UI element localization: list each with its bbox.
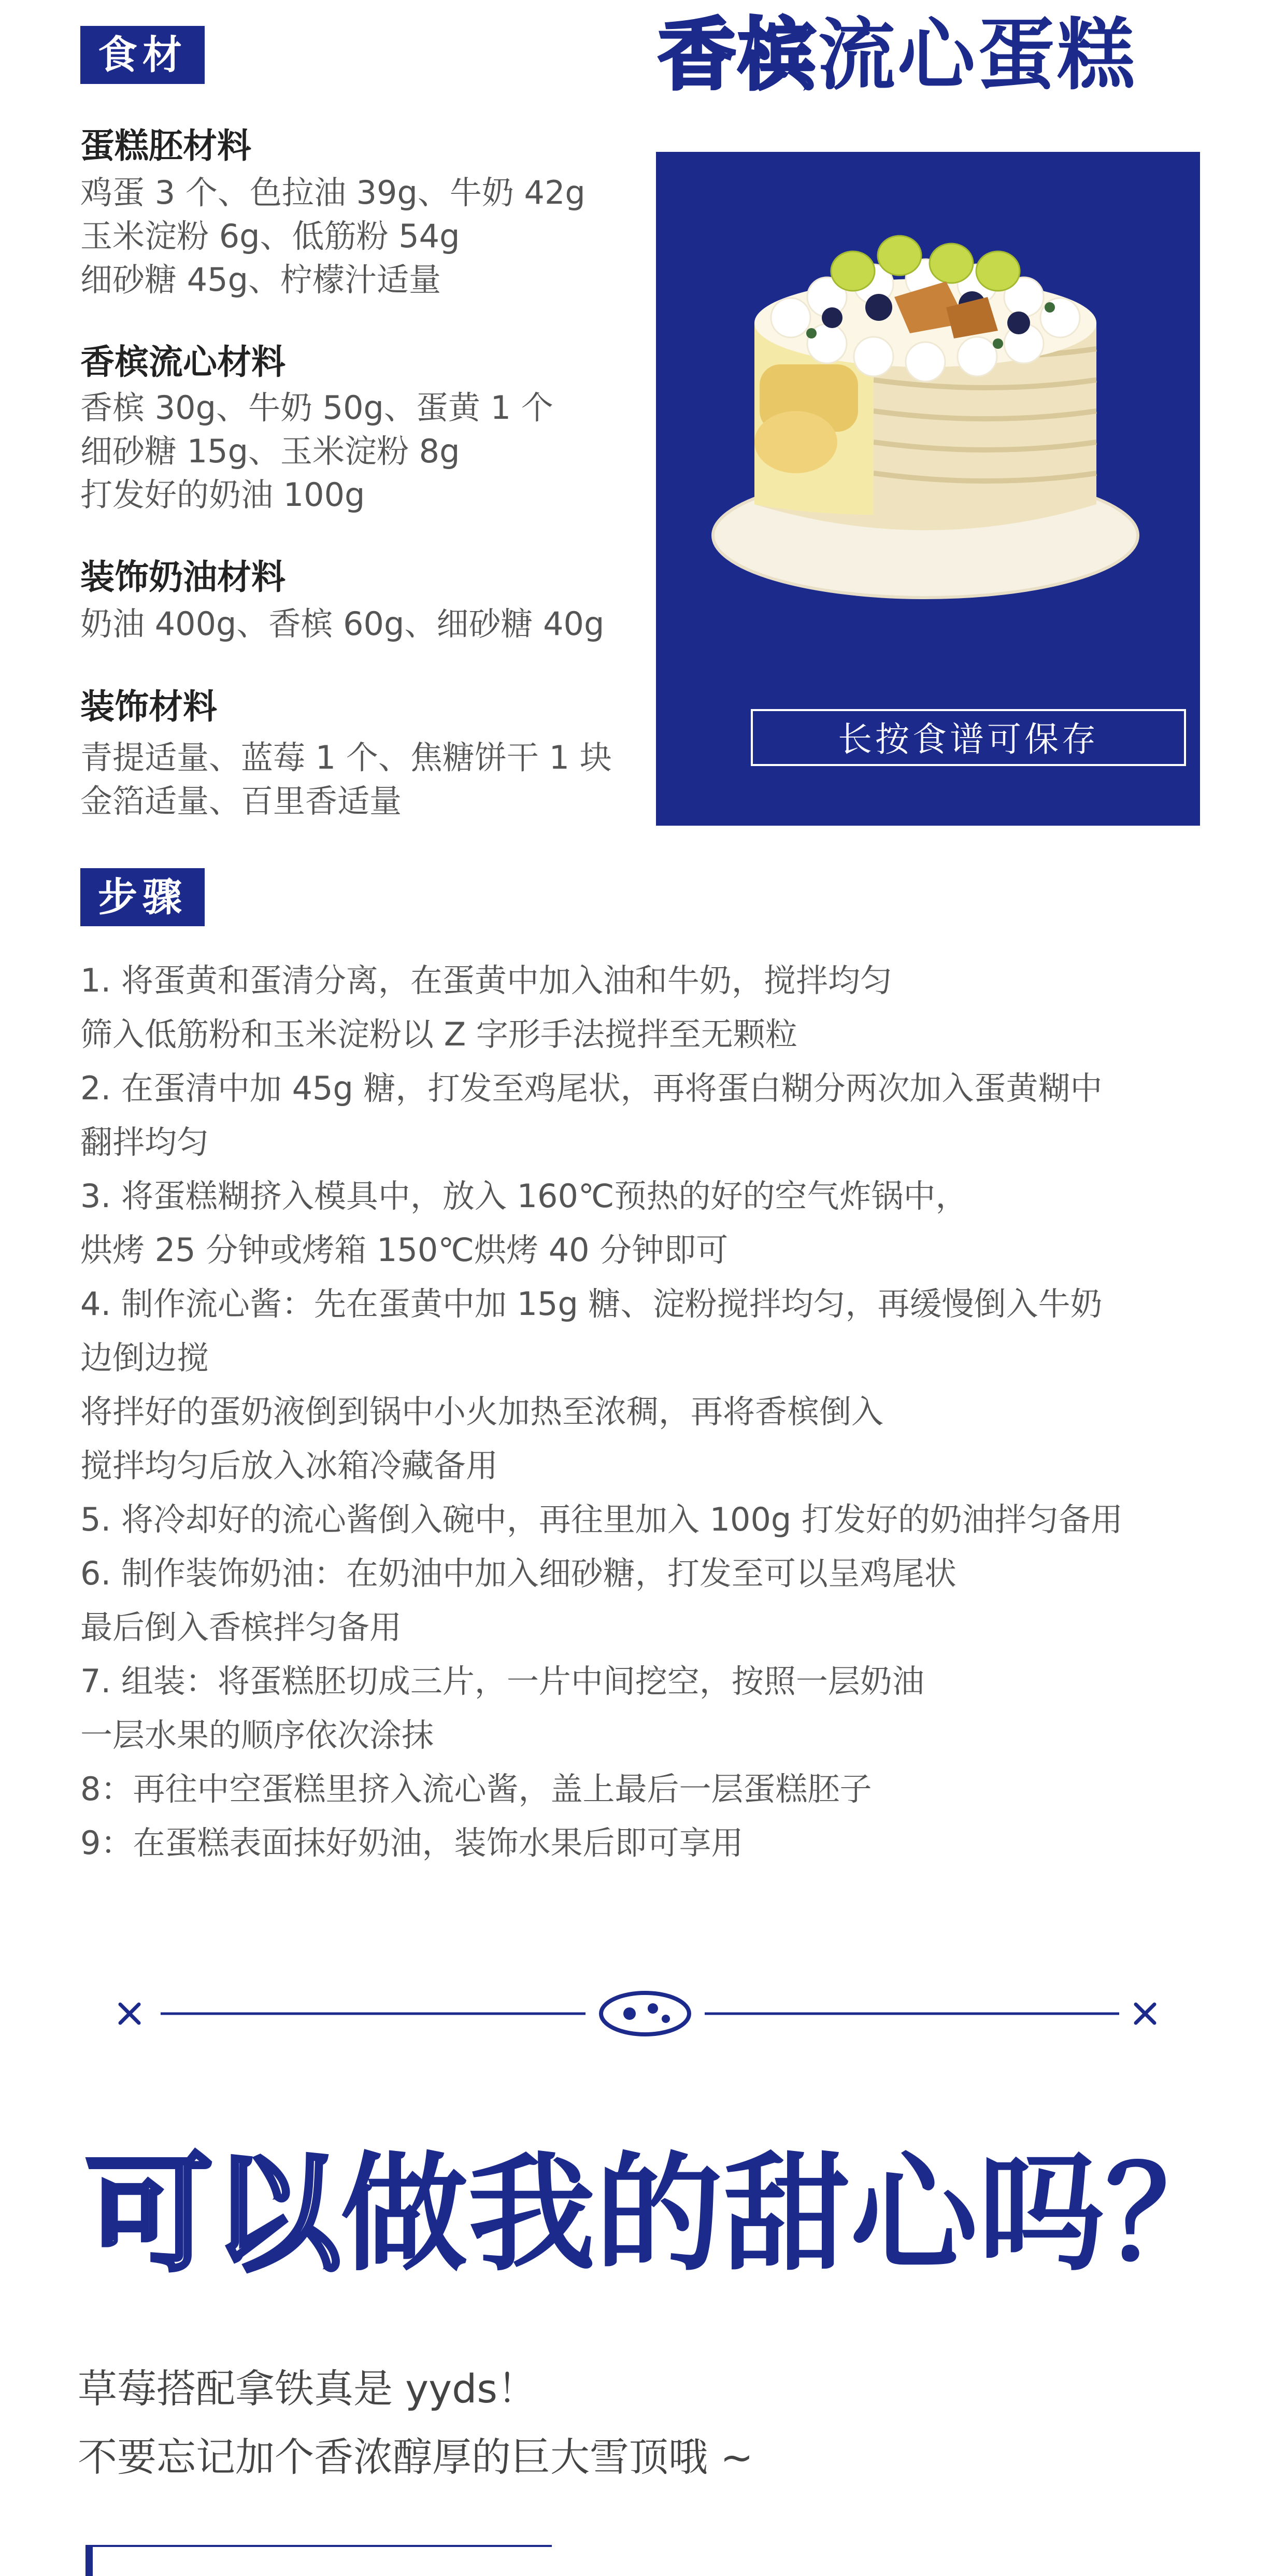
steps-list (80, 954, 1241, 1870)
group-title-decoration: 装饰材料 (80, 687, 217, 727)
title-solid-part: 流心蛋糕 (818, 10, 1137, 101)
cloud-badge-icon (601, 1993, 689, 2034)
step-line: 1. 将蛋黄和蛋清分离，在蛋黄中加入油和牛奶，搅拌均匀 (80, 961, 892, 999)
group-line: 金箔适量、百里香适量 (80, 782, 402, 820)
step-line: 3. 将蛋糕糊挤入模具中，放入 160℃预热的好的空气炸锅中， (80, 1177, 968, 1215)
headline-solid-part: 做我的甜心吗？ (340, 2141, 1233, 2289)
headline-outline-part: 可以 (85, 2141, 341, 2289)
group-line: 玉米淀粉 6g、低筋粉 54g (80, 217, 460, 255)
section-divider (0, 1975, 1285, 2053)
step-line: 9：在蛋糕表面抹好奶油，装饰水果后即可享用 (80, 1824, 744, 1862)
promo-headline (85, 2141, 1233, 2289)
step-line: 一层水果的顺序依次涂抹 (80, 1716, 434, 1754)
step-line: 筛入低筋粉和玉米淀粉以 Z 字形手法搅拌至无颗粒 (80, 1015, 797, 1053)
step-line: 最后倒入香槟拌匀备用 (80, 1608, 402, 1646)
group-title-cake-base: 蛋糕胚材料 (80, 126, 251, 166)
group-title-filling: 香槟流心材料 (80, 342, 285, 382)
promo-line: 不要忘记加个香浓醇厚的巨大雪顶哦 ~ (78, 2434, 753, 2480)
step-line: 2. 在蛋清中加 45g 糖，打发至鸡尾状，再将蛋白糊分两次加入蛋黄糊中 (80, 1069, 1103, 1107)
group-line: 打发好的奶油 100g (80, 476, 365, 514)
group-line: 鸡蛋 3 个、色拉油 39g、牛奶 42g (80, 174, 586, 211)
step-line: 7. 组装：将蛋糕胚切成三片，一片中间挖空，按照一层奶油 (80, 1662, 924, 1700)
step-line: 4. 制作流心酱：先在蛋黄中加 15g 糖、淀粉搅拌均匀，再缓慢倒入牛奶 (80, 1285, 1103, 1323)
group-title-cream: 装饰奶油材料 (80, 557, 285, 597)
step-line: 烘烤 25 分钟或烤箱 150℃烘烤 40 分钟即可 (80, 1231, 729, 1269)
step-line: 8：再往中空蛋糕里挤入流心酱，盖上最后一层蛋糕胚子 (80, 1770, 872, 1808)
step-line: 6. 制作装饰奶油：在奶油中加入细砂糖，打发至可以呈鸡尾状 (80, 1554, 956, 1592)
group-line: 奶油 400g、香槟 60g、细砂糖 40g (80, 605, 605, 643)
recipe-title (658, 10, 1137, 101)
step-line: 搅拌均匀后放入冰箱冷藏备用 (80, 1447, 498, 1484)
group-line: 香槟 30g、牛奶 50g、蛋黄 1 个 (80, 389, 553, 427)
group-line: 细砂糖 45g、柠檬汁适量 (80, 261, 441, 299)
promo-line: 草莓搭配拿铁真是 yyds！ (78, 2366, 537, 2412)
bottom-card-edge (85, 2545, 552, 2576)
step-line: 边倒边搅 (80, 1339, 209, 1377)
steps-tag: 步骤 (80, 868, 205, 926)
group-line: 细砂糖 15g、玉米淀粉 8g (80, 432, 460, 470)
step-line: 将拌好的蛋奶液倒到锅中小火加热至浓稠，再将香槟倒入 (80, 1393, 884, 1431)
step-line: 5. 将冷却好的流心酱倒入碗中，再往里加入 100g 打发好的奶油拌匀备用 (80, 1501, 1123, 1538)
step-line: 翻拌均匀 (80, 1123, 209, 1161)
cake-photo-panel (656, 152, 1200, 826)
ingredients-tag: 食材 (80, 26, 205, 84)
title-outline-part: 香槟 (658, 10, 818, 101)
group-line: 青提适量、蓝莓 1 个、焦糖饼干 1 块 (80, 739, 612, 776)
save-recipe-button[interactable]: 长按食谱可保存 (751, 709, 1186, 766)
